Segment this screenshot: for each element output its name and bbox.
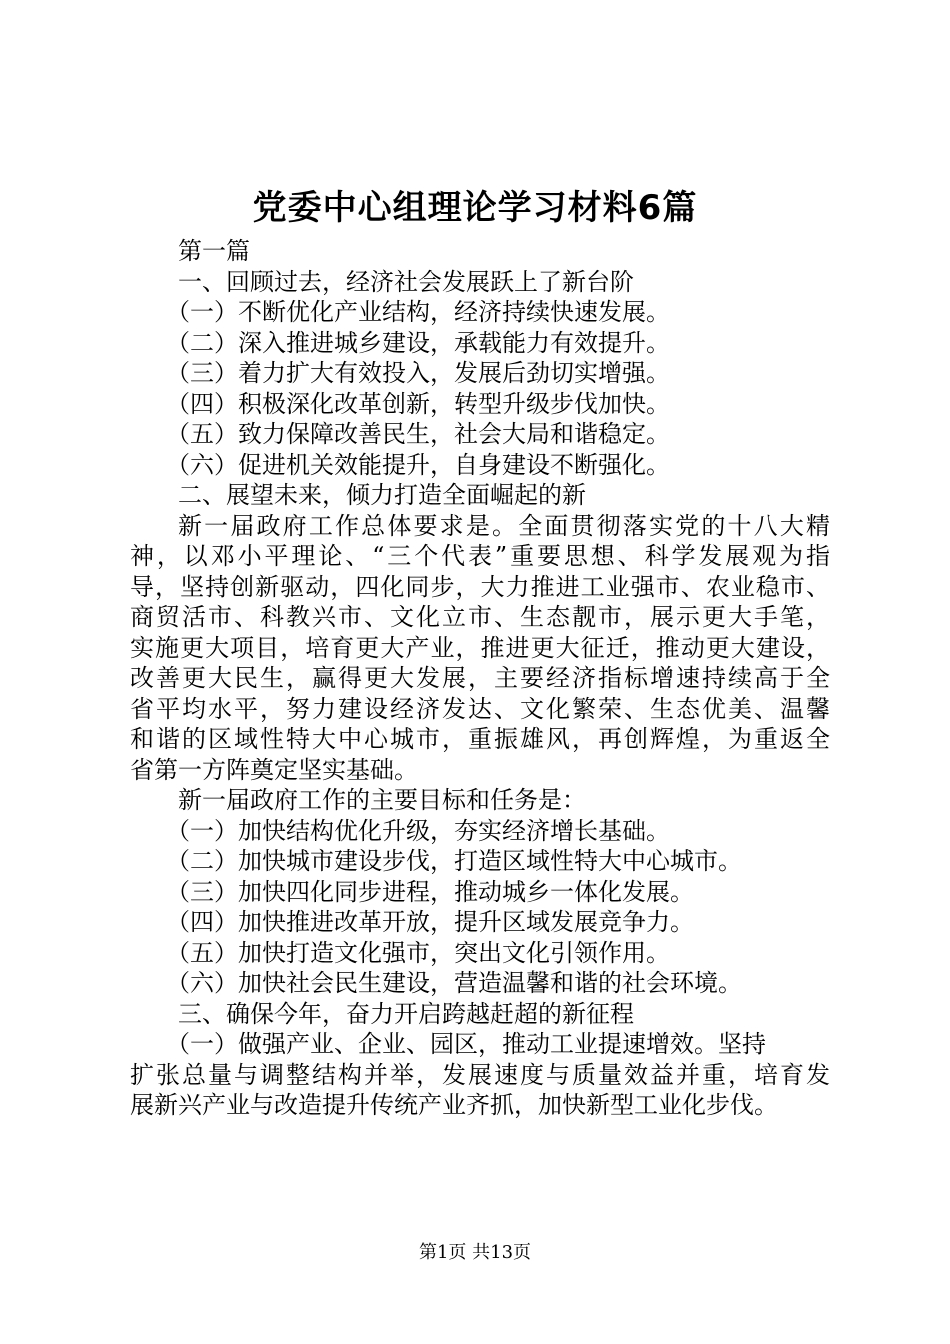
- paragraph-line: 导，坚持创新驱动，四化同步，大力推进工业强市、农业稳市、: [130, 572, 830, 601]
- list-item: （一）不断优化产业结构，经济持续快速发展。: [166, 298, 670, 326]
- heading-1: 一、回顾过去，经济社会发展跃上了新台阶: [178, 267, 634, 296]
- paragraph-line: 新一届政府工作的主要目标和任务是：: [178, 786, 586, 814]
- heading-2: 二、展望未来，倾力打造全面崛起的新: [178, 481, 586, 509]
- paragraph-line: [130, 1029, 830, 1060]
- list-item: （三）加快四化同步进程，推动城乡一体化发展。: [166, 877, 694, 906]
- paragraph-line: 和谐的区域性特大中心城市，重振雄风，再创辉煌，为重返全: [130, 725, 830, 753]
- heading-3: 三、确保今年，奋力开启跨越赶超的新征程: [178, 999, 634, 1028]
- list-item: （五）加快打造文化强市，突出文化引领作用。: [166, 938, 670, 967]
- list-item: （六）促进机关效能提升，自身建设不断强化。: [166, 450, 670, 479]
- paragraph-line: 商贸活市、科教兴市、文化立市、生态靓市，展示更大手笔，: [130, 603, 830, 631]
- paragraph-line: 省平均水平，努力建设经济发达、文化繁荣、生态优美、温馨: [130, 694, 830, 723]
- list-item: （六）加快社会民生建设，营造温馨和谐的社会环境。: [166, 969, 742, 997]
- paragraph-line: 神，以邓小平理论、“三个代表”重要思想、科学发展观为指: [130, 542, 830, 570]
- document-title: 党委中心组理论学习材料6篇: [252, 188, 698, 228]
- paragraph-line: 展新兴产业与改造提升传统产业齐抓，加快新型工业化步伐。: [130, 1091, 778, 1119]
- paragraph-line: 新一届政府工作总体要求是。全面贯彻落实党的十八大精: [178, 511, 830, 540]
- section-label: 第一篇: [178, 237, 250, 265]
- page-footer: 第1页 共13页: [418, 1242, 532, 1263]
- list-item: （一）加快结构优化升级，夯实经济增长基础。: [166, 816, 670, 845]
- list-item: （二）深入推进城乡建设，承载能力有效提升。: [166, 328, 670, 357]
- list-item: （五）致力保障改善民生，社会大局和谐稳定。: [166, 420, 670, 448]
- paragraph-text: 坚持: [718, 1030, 766, 1058]
- paragraph-line: 改善更大民生，赢得更大发展，主要经济指标增速持续高于全: [130, 664, 830, 692]
- list-item: （二）加快城市建设步伐，打造区域性特大中心城市。: [166, 847, 742, 875]
- list-item: （四）加快推进改革开放，提升区域发展竞争力。: [166, 908, 694, 936]
- paragraph-line: 省第一方阵奠定坚实基础。: [130, 755, 418, 784]
- list-item: （四）积极深化改革创新，转型升级步伐加快。: [166, 389, 670, 418]
- paragraph-line: 实施更大项目，培育更大产业，推进更大征迁，推动更大建设，: [130, 633, 830, 662]
- document-body: [130, 236, 830, 1121]
- paragraph-line: 扩张总量与调整结构并举，发展速度与质量效益并重，培育发: [130, 1060, 830, 1089]
- subheading: （一）做强产业、企业、园区，推动工业提速增效。: [166, 1030, 718, 1058]
- list-item: （三）着力扩大有效投入，发展后劲切实增强。: [166, 359, 670, 387]
